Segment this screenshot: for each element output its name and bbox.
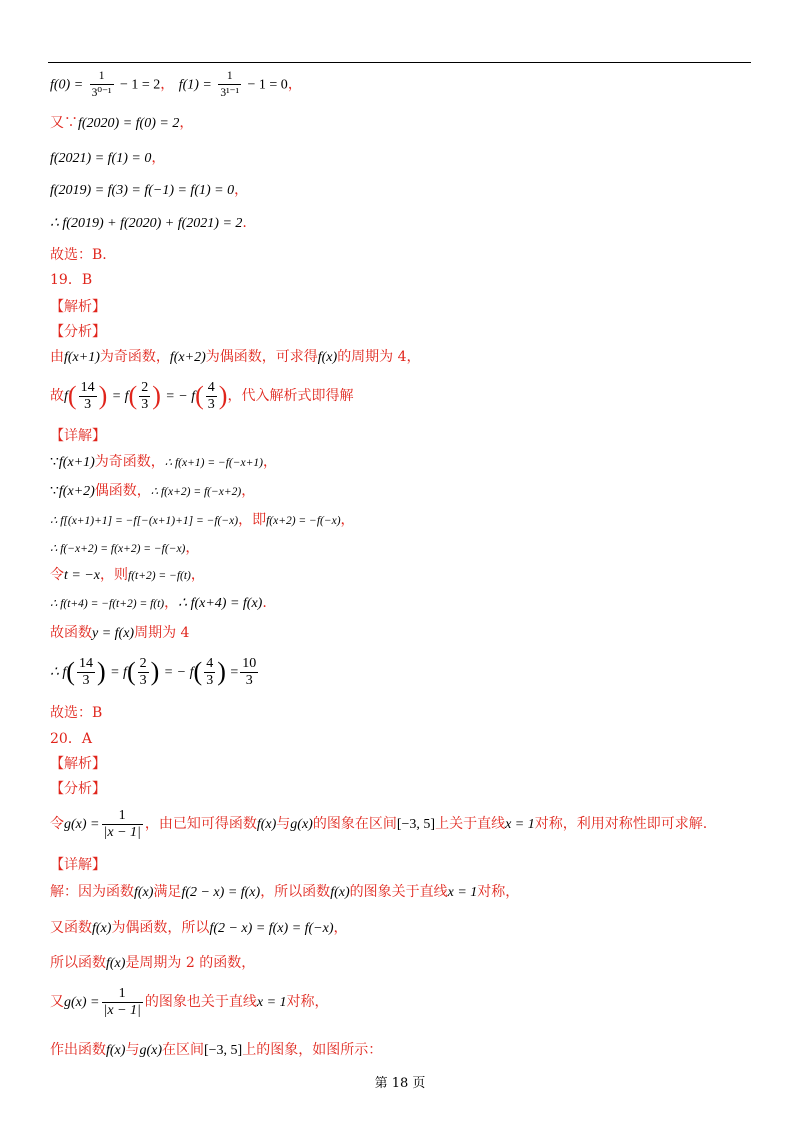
fraction: $\frac{14}{3}$ <box>78 655 93 688</box>
line-sum: ∴ f(2019) + f(2020) + f(2021) = 2. <box>50 215 247 231</box>
line-f0-f1: f(0) = $\frac{1}{\text{3⁰⁻¹}}$ − 1 = 2， f(1) = $\frac{1}{\text{3¹⁻¹}}$ − 1 = 0， <box>50 70 302 99</box>
fraction: $\frac{1}{|x - 1|}$ <box>103 985 141 1018</box>
page-number: 第 18 页 <box>374 1076 426 1091</box>
fraction: $\frac{2}{3}$ <box>139 655 147 688</box>
detail-result: ∴ f( $\frac{14}{3}$ ) = f( $\frac{2}{3}$ ) = − f( $\frac{4}{3}$ ) = $\frac{10}{3}$ <box>50 655 257 688</box>
detail-even: ∵f(x+2)偶函数，∴ f(x+2) = f(−x+2)， <box>50 483 256 499</box>
xiangjie-label: 【详解】 <box>50 428 106 444</box>
fraction: $\frac{1}{|x - 1|}$ <box>103 807 141 840</box>
detail-substitute: 令t = −x，则f(t+2) = −f(t)， <box>50 567 205 583</box>
detail-derive: ∴ f[(x+1)+1] = −f[−(x+1)+1] = −f(−x)，即f(x+2) = −f(−x)， <box>50 512 355 528</box>
jiexi-label: 【解析】 <box>50 756 106 772</box>
line-f2021: f(2021) = f(1) = 0， <box>50 150 166 166</box>
fraction: $\frac{4}{3}$ <box>206 655 214 688</box>
analysis-line-20: 令g(x) = $\frac{1}{|x - 1|}$ ，由已知可得函数f(x)与g(x)的图象在区间[−3, 5]上关于直线x = 1对称，利用对称性即可求解. <box>50 807 708 840</box>
fraction: $\frac{1}{\text{3¹⁻¹}}$ <box>220 70 240 99</box>
fraction: $\frac{4}{3}$ <box>207 379 215 412</box>
answer-18: 故选：B. <box>50 247 107 263</box>
fraction: $\frac{2}{3}$ <box>141 379 149 412</box>
analysis-fraction-line: 故f( $\frac{14}{3}$ ) = f( $\frac{2}{3}$ ) = − f( $\frac{4}{3}$ )，代入解析式即得解 <box>50 379 354 412</box>
fraction: $\frac{1}{\text{3⁰⁻¹}}$ <box>91 70 112 99</box>
header-rule <box>48 62 751 63</box>
question-20-heading: 20．A <box>50 731 92 747</box>
line-f2020: 又∵f(2020) = f(0) = 2， <box>50 115 194 131</box>
detail-20-line2: 又函数f(x)为偶函数，所以f(2 − x) = f(x) = f(−x)， <box>50 920 348 936</box>
jiexi-label: 【解析】 <box>50 299 106 315</box>
question-19-heading: 19．B <box>50 272 93 288</box>
fenxi-label: 【分析】 <box>50 781 106 797</box>
detail-period: ∴ f(t+4) = −f(t+2) = f(t)，∴ f(x+4) = f(x). <box>50 595 267 611</box>
detail-period-conclusion: 故函数y = f(x)周期为 4 <box>50 625 190 641</box>
analysis-line-19: 由f(x+1)为奇函数，f(x+2)为偶函数，可求得f(x)的周期为 4， <box>50 349 421 365</box>
line-f2019: f(2019) = f(3) = f(−1) = f(1) = 0， <box>50 182 249 198</box>
fraction: $\frac{14}{3}$ <box>80 379 95 412</box>
xiangjie-label: 【详解】 <box>50 857 106 873</box>
detail-odd: ∵f(x+1)为奇函数，∴ f(x+1) = −f(−x+1)， <box>50 454 277 470</box>
detail-20-line3: 所以函数f(x)是周期为 2 的函数， <box>50 955 256 971</box>
detail-relation: ∴ f(−x+2) = f(x+2) = −f(−x)， <box>50 540 200 556</box>
answer-19: 故选：B <box>50 705 103 721</box>
detail-20-line4: 又g(x) = $\frac{1}{|x - 1|}$ 的图象也关于直线x = 1对称， <box>50 985 329 1018</box>
detail-20-line1: 解：因为函数f(x)满足f(2 − x) = f(x)，所以函数f(x)的图象关于直线x = 1对称， <box>50 884 520 900</box>
detail-20-line5: 作出函数f(x)与g(x)在区间[−3, 5]上的图象，如图所示： <box>50 1042 383 1058</box>
fraction: $\frac{10}{3}$ <box>242 655 257 688</box>
fenxi-label: 【分析】 <box>50 324 106 340</box>
